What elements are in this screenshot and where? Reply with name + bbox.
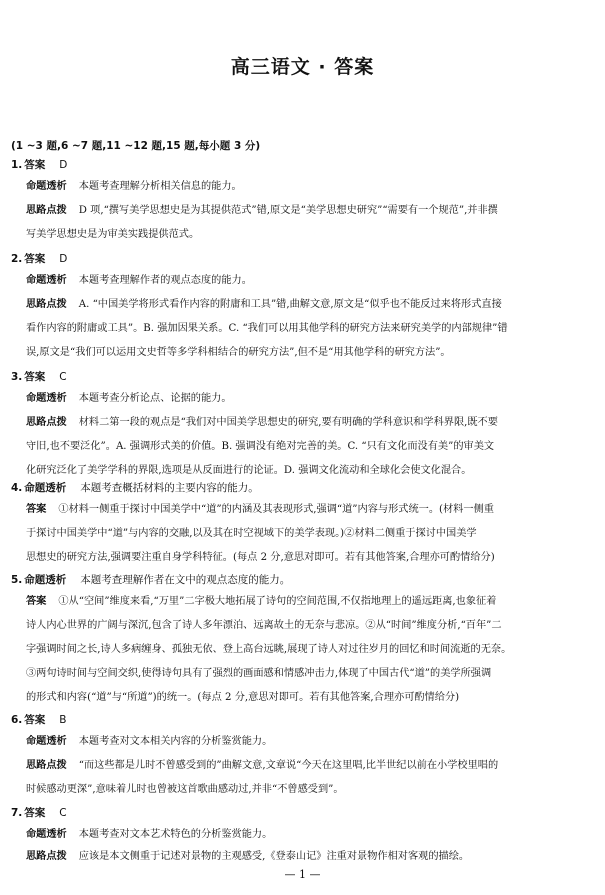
q2-header: 2. 答案 D	[11, 253, 68, 265]
q2-hint-cont2: 误,原文是“我们可以运用文史哲等多学科相结合的研究方法”,但不是“用其他学科的研究方法”。	[26, 347, 451, 358]
q2-analysis: 命题透析 本题考查理解作者的观点态度的能力。	[26, 275, 252, 286]
q4-answer: 答案 ①材料一侧重于探讨中国美学中“道”的内涵及其表现形式,强调“道”内容与形式统一。(材料一侧重	[26, 504, 494, 515]
q2-hint: 思路点拨 A. “中国美学将形式看作内容的附庸和工具”错,曲解文意,原文是“似乎也不能反过来将形式直接	[26, 299, 502, 310]
page-number: — 1 —	[284, 868, 321, 881]
q7-header: 7. 答案 C	[11, 807, 67, 819]
q5-analysis: 本题考查理解作者在文中的观点态度的能力。	[80, 574, 291, 586]
q3-analysis: 命题透析 本题考查分析论点、论据的能力。	[26, 393, 232, 404]
q4-answer-cont2: 思想史的研究方法,强调要注重自身学科特征。(每点 2 分,意思对即可。若有其他答案,合理亦可酌情给分)	[26, 552, 495, 563]
q5-answer: 答案 ①从“空间”维度来看,“万里”二字极大地拓展了诗句的空间范围,不仅指地理上的遥远距离,也象征着	[26, 596, 497, 607]
q6-hint: 思路点拨 “而这些都是儿时不曾感受到的”曲解文意,文章说“今天在这里唱,比半世纪以前在小学校里唱的	[26, 760, 499, 771]
q2-hint-cont: 看作内容的附庸或工具”。B. 强加因果关系。C. “我们可以用其他学科的研究方法来研究美学的内部规律”错	[26, 323, 508, 334]
q7-answer: C	[59, 807, 67, 819]
q5-header: 5. 命题透析 本题考查理解作者在文中的观点态度的能力。	[11, 574, 291, 586]
q5-answer-cont4: 的形式和内容(“道”与“所道”)的统一。(每点 2 分,意思对即可。若有其他答案,合理亦可酌情给分)	[26, 692, 460, 703]
q2-answer: D	[59, 253, 68, 265]
q3-hint-cont2: 化研究泛化了美学学科的界限,选项是从反面进行的论证。D. 强调文化流动和全球化会使文化混合。	[26, 465, 472, 476]
q6-header: 6. 答案 B	[11, 714, 67, 726]
q5-answer-cont: 诗人内心世界的广阔与深沉,包含了诗人多年漂泊、远离故土的无奈与悲凉。②从“时间”维度分析,“百年”二	[26, 620, 502, 631]
q3-answer: C	[59, 371, 67, 383]
q4-header: 4. 命题透析 本题考查概括材料的主要内容的能力。	[11, 482, 259, 494]
q3-header: 3. 答案 C	[11, 371, 67, 383]
scoring-scope: (1 ~3 题,6 ~7 题,11 ~12 题,15 题,每小题 3 分)	[11, 140, 261, 152]
q1-hint-cont: 写美学思想史是为审美实践提供范式。	[26, 229, 200, 240]
q6-analysis: 命题透析 本题考查对文本相关内容的分析鉴赏能力。	[26, 736, 273, 747]
q4-answer-cont: 于探讨中国美学中“道”与内容的交融,以及其在时空视域下的美学表现。)②材料二侧重于探讨中国美学	[26, 528, 477, 539]
page-title: 高三语文 · 答案	[230, 56, 375, 78]
q5-answer-cont3: ③两句诗时间与空间交织,使得诗句具有了强烈的画面感和情感冲击力,体现了中国古代“道”的美学所强调	[26, 668, 492, 679]
q3-hint-cont: 守旧,也不要泛化”。A. 强调形式美的价值。B. 强调没有绝对完善的美。C. “只有文化而没有美”的审美文	[26, 441, 495, 452]
q4-analysis: 本题考查概括材料的主要内容的能力。	[80, 482, 259, 494]
q7-analysis: 命题透析 本题考查对文本艺术特色的分析鉴赏能力。	[26, 829, 273, 840]
q7-hint: 思路点拨 应该是本文侧重于记述对景物的主观感受,《登泰山记》注重对景物作相对客观的描绘。	[26, 851, 470, 862]
q1-analysis: 命题透析 本题考查理解分析相关信息的能力。	[26, 181, 242, 192]
q3-hint: 思路点拨 材料二第一段的观点是“我们对中国美学思想史的研究,要有明确的学科意识和学科界限,既不要	[26, 417, 498, 428]
q1-hint: 思路点拨 D 项,“撰写美学思想史是为其提供范式”错,原文是“美学思想史研究”“需要有一个规范”,并非撰	[26, 205, 498, 216]
q1-header: 1. 答案 D	[11, 159, 68, 171]
q5-answer-cont2: 字强调时间之长,诗人多病缠身、孤独无依、登上高台远眺,展现了诗人对过往岁月的回忆和时间流逝的无奈。	[26, 644, 512, 655]
q1-answer: D	[59, 159, 68, 171]
q6-hint-cont: 时候感动更深”,意味着儿时也曾被这首歌曲感动过,并非“不曾感受到”。	[26, 784, 344, 795]
q6-answer: B	[59, 714, 67, 726]
